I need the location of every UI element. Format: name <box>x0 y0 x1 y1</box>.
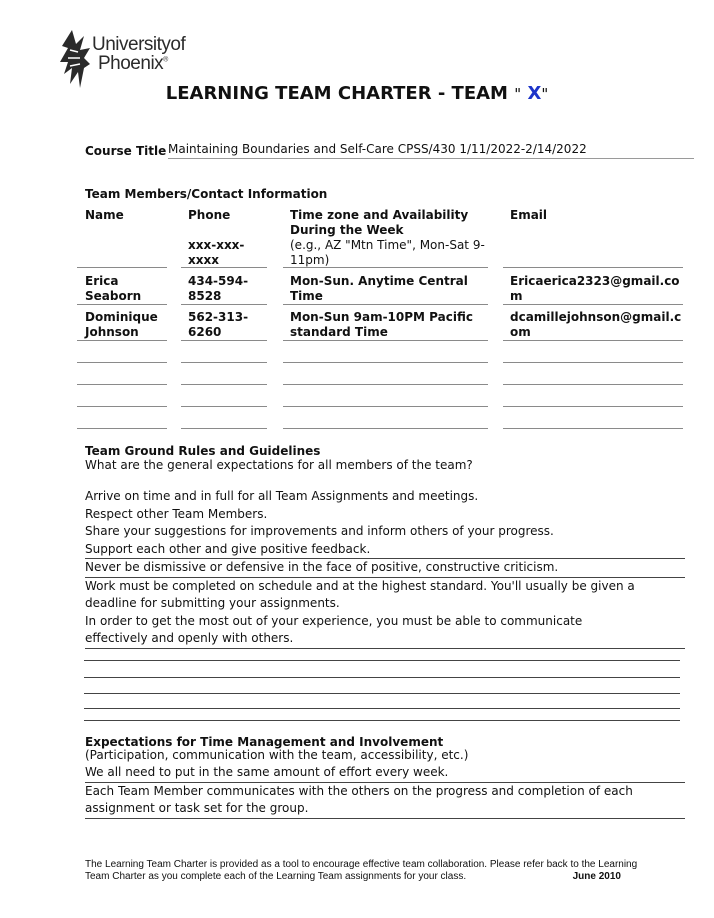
time-management-heading: Expectations for Time Management and Involvement <box>85 735 444 749</box>
ground-rules-heading: Team Ground Rules and Guidelines <box>85 444 321 458</box>
example-phone: xxx-xxx-xxxx <box>188 238 245 267</box>
logo-text-university: Universityof <box>92 34 186 55</box>
col-header-name: Name <box>85 208 124 222</box>
ground-rules-question: What are the general expectations for all members of the team? <box>85 458 473 472</box>
footer-date: June 2010 <box>572 871 621 882</box>
ground-rule-line: Share your suggestions for improvements and inform others of your progress. <box>85 524 554 538</box>
col-header-timezone: Time zone and Availability During the Week <box>290 208 469 237</box>
ground-rule-line: Never be dismissive or defensive in the face of positive, constructive criticism. <box>85 559 685 578</box>
ground-rule-line: Work must be completed on schedule and at the highest standard. You'll usually be given a <box>85 578 635 593</box>
team-letter: X <box>527 83 542 104</box>
time-mgmt-line: Each Team Member communicates with the others on the progress and completion of each <box>85 783 633 798</box>
logo-text-phoenix: Phoenix® <box>98 53 168 74</box>
member-1-phone[interactable]: 434-594-8528 <box>188 274 249 303</box>
ground-rule-line: Arrive on time and in full for all Team Assignments and meetings. <box>85 489 479 503</box>
ground-rule-line: deadline for submitting your assignments. <box>85 596 340 610</box>
member-2-phone[interactable]: 562-313-6260 <box>188 310 249 339</box>
time-mgmt-line: assignment or task set for the group. <box>85 800 685 819</box>
time-management-subtitle: (Participation, communication with the team, accessibility, etc.) <box>85 748 469 762</box>
footer-note: The Learning Team Charter is provided as a tool to encourage effective team collaboration. Please refer back to the Learning Team Charter as you complete each of the Learning Team assignments for your class. June 2010 <box>85 859 638 882</box>
ground-rule-line: Respect other Team Members. <box>85 506 268 521</box>
ground-rule-line: In order to get the most out of your experience, you must be able to communicate <box>85 613 583 628</box>
member-2-email[interactable]: dcamillejohnson@gmail.com <box>510 310 682 339</box>
member-1-name[interactable]: Erica Seaborn <box>85 274 142 303</box>
team-members-heading: Team Members/Contact Information <box>85 187 328 201</box>
time-mgmt-line: We all need to put in the same amount of effort every week. <box>85 764 685 783</box>
member-1-email[interactable]: Ericaerica2323@gmail.com <box>510 274 680 303</box>
col-header-email: Email <box>510 208 548 222</box>
course-title-label: Course Title <box>85 144 167 158</box>
page-title: LEARNING TEAM CHARTER - TEAM " X" <box>165 83 549 104</box>
member-2-name[interactable]: Dominique Johnson <box>85 310 158 339</box>
ground-rule-line: Support each other and give positive feedback. <box>85 541 685 560</box>
time-management-answer[interactable] <box>85 764 685 819</box>
course-title-field[interactable]: Maintaining Boundaries and Self-Care CPSS/430 1/11/2022-2/14/2022 <box>168 142 694 159</box>
member-2-timezone[interactable]: Mon-Sun 9am-10PM Pacific standard Time <box>290 310 473 339</box>
ground-rule-line: effectively and openly with others. <box>85 630 685 649</box>
col-header-phone: Phone <box>188 208 231 222</box>
member-1-timezone[interactable]: Mon-Sun. Anytime Central Time <box>290 274 468 303</box>
ground-rules-answer[interactable] <box>85 488 685 649</box>
example-timezone: (e.g., AZ "Mtn Time", Mon-Sat 9-11pm) <box>290 238 485 267</box>
